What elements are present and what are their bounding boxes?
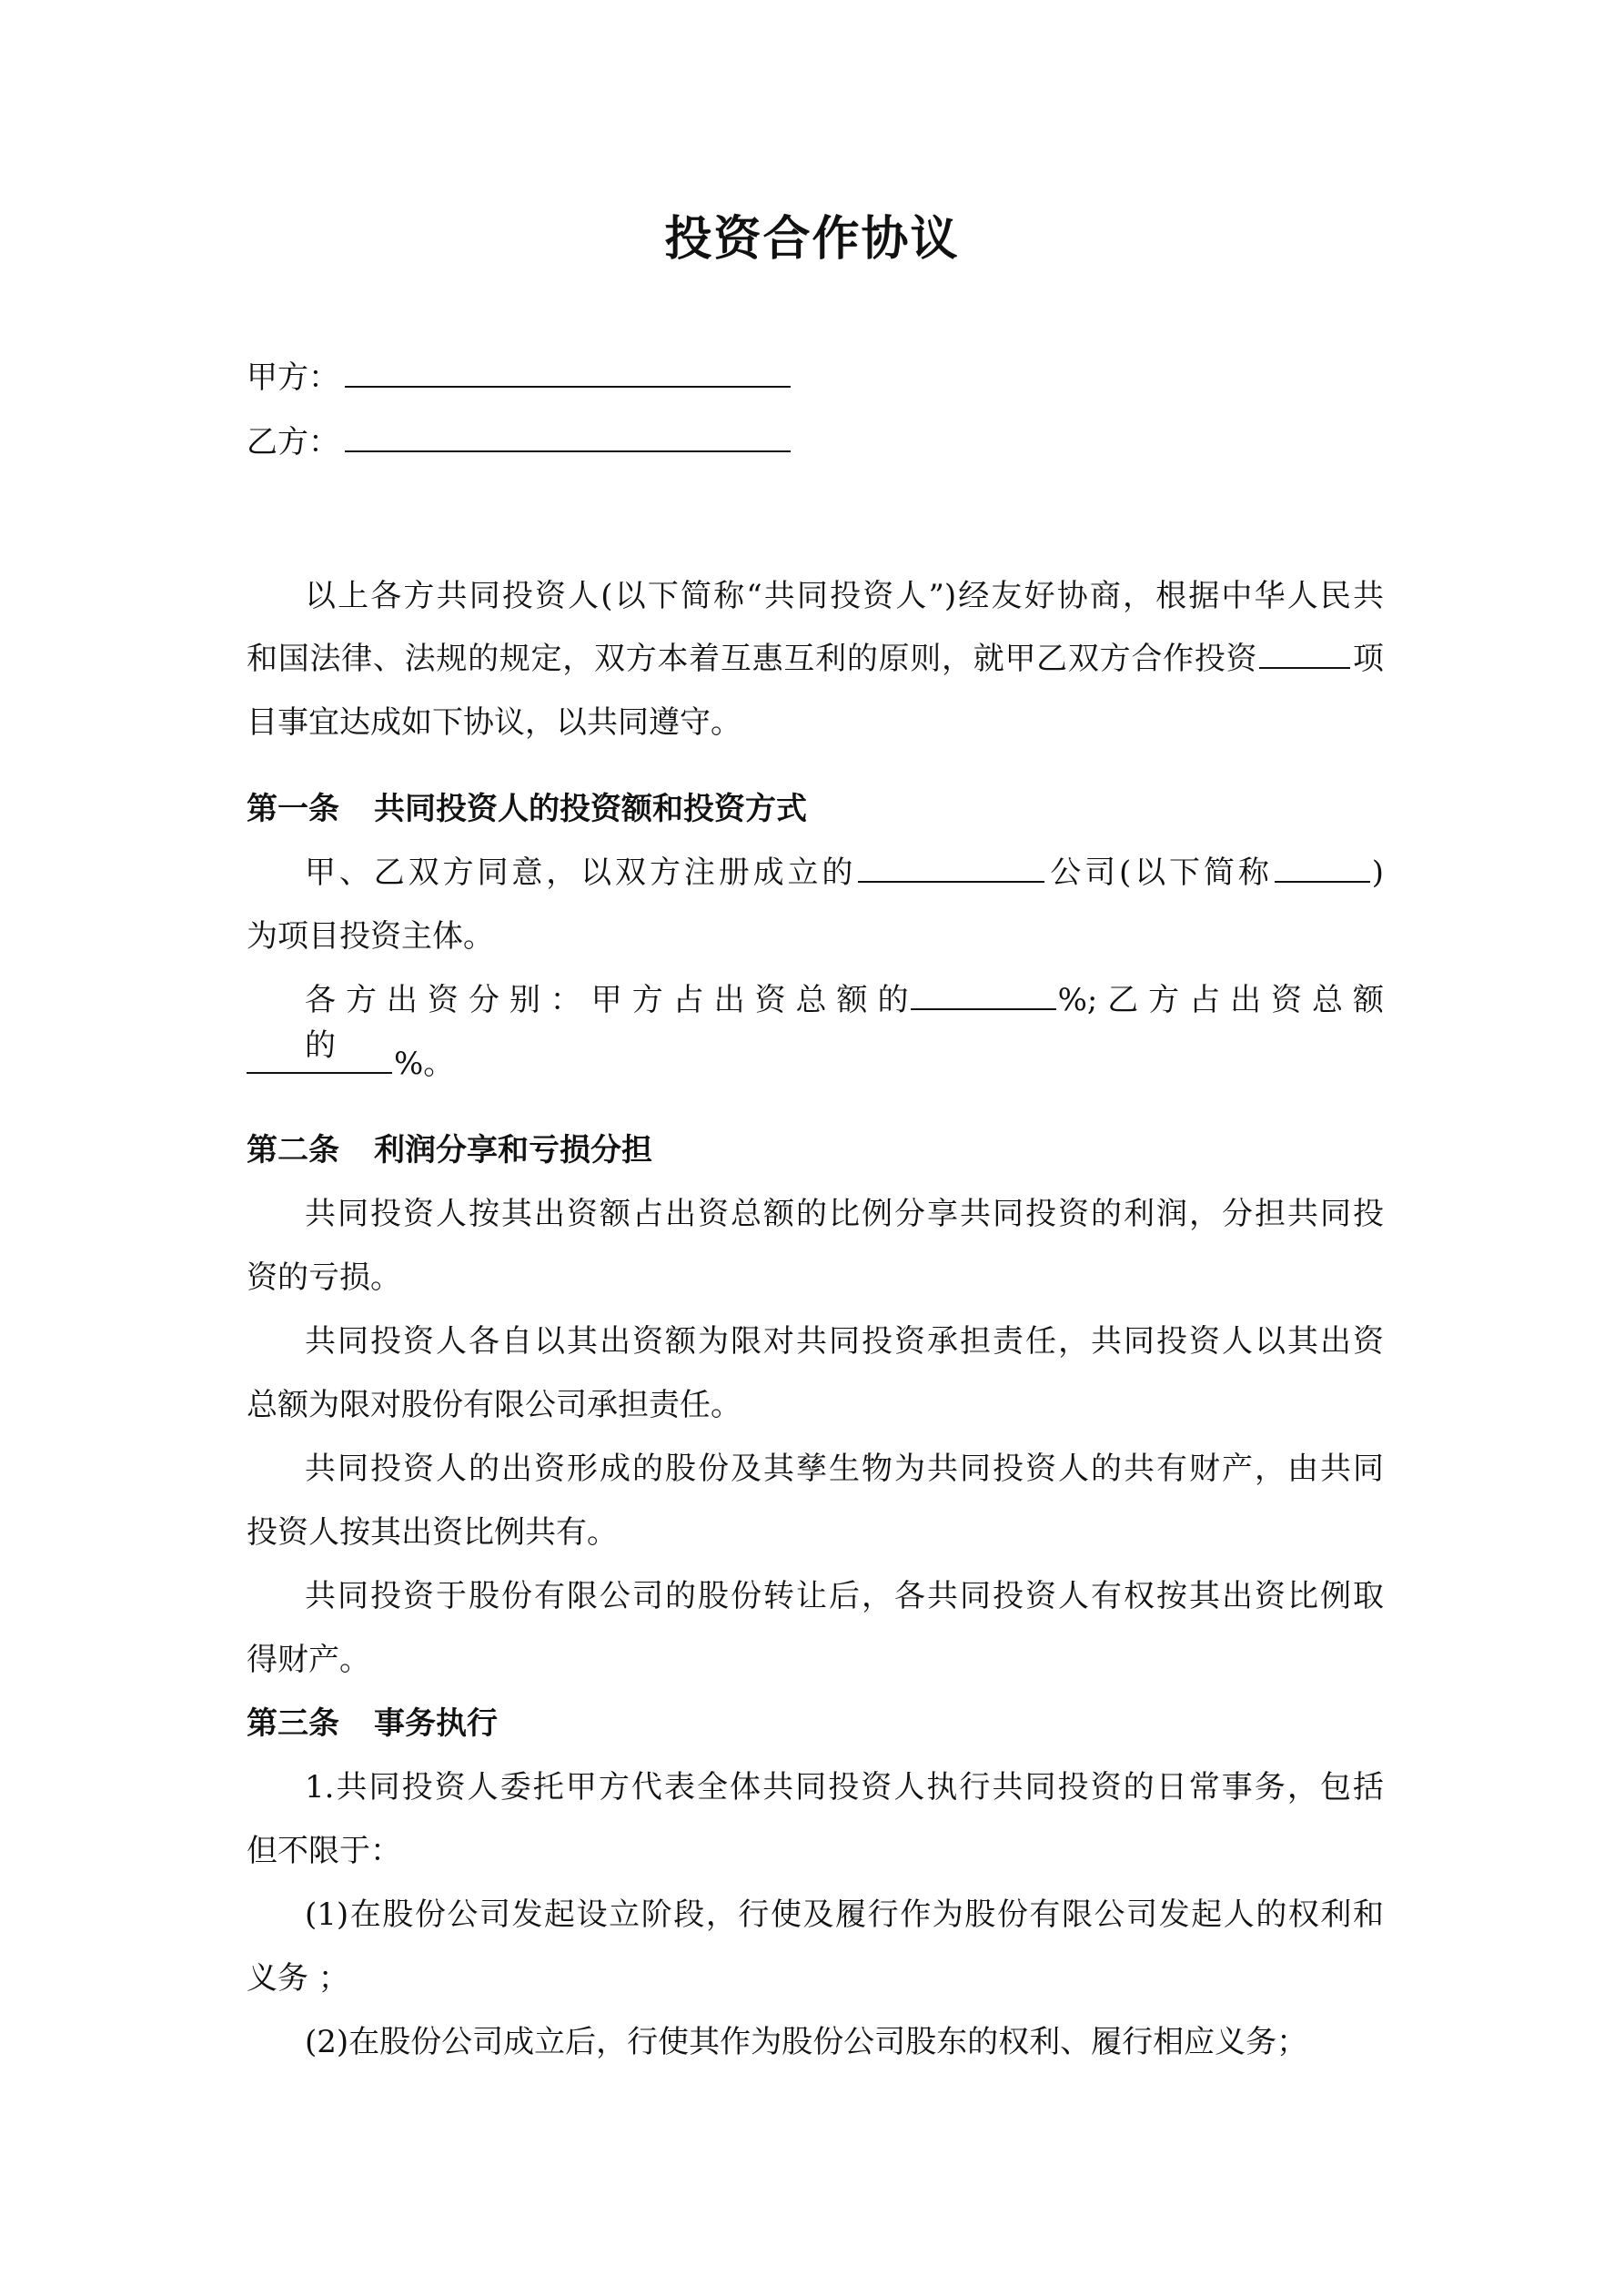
article-2-number: 第二条 — [247, 1132, 339, 1168]
article-1-p1-line-2: 为项目投资主体。 — [247, 918, 494, 955]
party-a-share-blank[interactable] — [911, 977, 1056, 1010]
article-1-heading — [247, 786, 1384, 832]
article-3-heading — [247, 1701, 1384, 1746]
article-1-title: 共同投资人的投资额和投资方式 — [374, 791, 807, 827]
party-a-line — [247, 355, 1384, 400]
party-b-line — [247, 420, 1384, 465]
article-2-p3-line-1: 共同投资人的出资形成的股份及其孳生物为共同投资人的共有财产，由共同 — [305, 1451, 1384, 1487]
party-b-share-blank[interactable] — [247, 1041, 392, 1074]
intro-line-3: 目事宜达成如下协议，以共同遵守。 — [247, 704, 741, 741]
article-3-title: 事务执行 — [374, 1705, 498, 1742]
article-2-p1-line-1: 共同投资人按其出资额占出资总额的比例分享共同投资的利润，分担共同投 — [305, 1196, 1384, 1232]
article-2-p1-line-2: 资的亏损。 — [247, 1259, 401, 1296]
article-2-p2-line-2: 总额为限对股份有限公司承担责任。 — [247, 1387, 741, 1423]
article-2-p2-line-1: 共同投资人各自以其出资额为限对共同投资承担责任，共同投资人以其出资 — [305, 1323, 1384, 1360]
document-title: 投资合作协议 — [664, 211, 960, 267]
intro-line-2: 和国法律、法规的规定，双方本着互惠互利的原则，就甲乙双方合作投资 项 — [247, 636, 1384, 682]
article-2-p4-line-2: 得财产。 — [247, 1642, 370, 1678]
party-b-label: 乙方： — [247, 424, 339, 460]
article-1-p2-line-1: 各 方 出 资 分 别 ： 甲 方 占 出 资 总 额 的 %; 乙 方 占 出 资 总 额 的 — [305, 977, 1384, 1068]
article-3-p1-line-1: 1.共同投资人委托甲方代表全体共同投资人执行共同投资的日常事务，包括 — [305, 1769, 1384, 1805]
party-a-blank[interactable] — [345, 355, 791, 388]
intro-line-1: 以上各方共同投资人(以下简称“共同投资人”)经友好协商，根据中华人民共 — [305, 578, 1384, 614]
article-2-p4-line-1: 共同投资于股份有限公司的股份转让后，各共同投资人有权按其出资比例取 — [305, 1578, 1384, 1614]
article-3-number: 第三条 — [247, 1705, 339, 1742]
article-2-title: 利润分享和亏损分担 — [374, 1132, 652, 1168]
company-name-blank[interactable] — [858, 850, 1044, 883]
company-short-name-blank[interactable] — [1275, 850, 1370, 883]
article-2-p3-line-2: 投资人按其出资比例共有。 — [247, 1514, 618, 1551]
article-3-p2-line-1: (1)在股份公司发起设立阶段，行使及履行作为股份有限公司发起人的权利和 — [305, 1896, 1384, 1933]
article-1-p1-line-1: 甲、乙双方同意，以双方注册成立的 公司(以下简称 ) — [305, 850, 1384, 895]
article-1-number: 第一条 — [247, 791, 339, 827]
article-3-p1-line-2: 但不限于： — [247, 1833, 401, 1869]
article-3-p3-line-1: (2)在股份公司成立后，行使其作为股份公司股东的权利、履行相应义务； — [305, 2024, 1308, 2060]
project-name-blank[interactable] — [1259, 636, 1350, 669]
article-3-p2-line-2: 义务 ； — [247, 1960, 349, 1997]
article-1-p2-line-2: %。 — [247, 1041, 1384, 1087]
party-b-blank[interactable] — [345, 420, 791, 452]
party-a-label: 甲方： — [247, 359, 339, 396]
article-2-heading — [247, 1128, 1384, 1173]
